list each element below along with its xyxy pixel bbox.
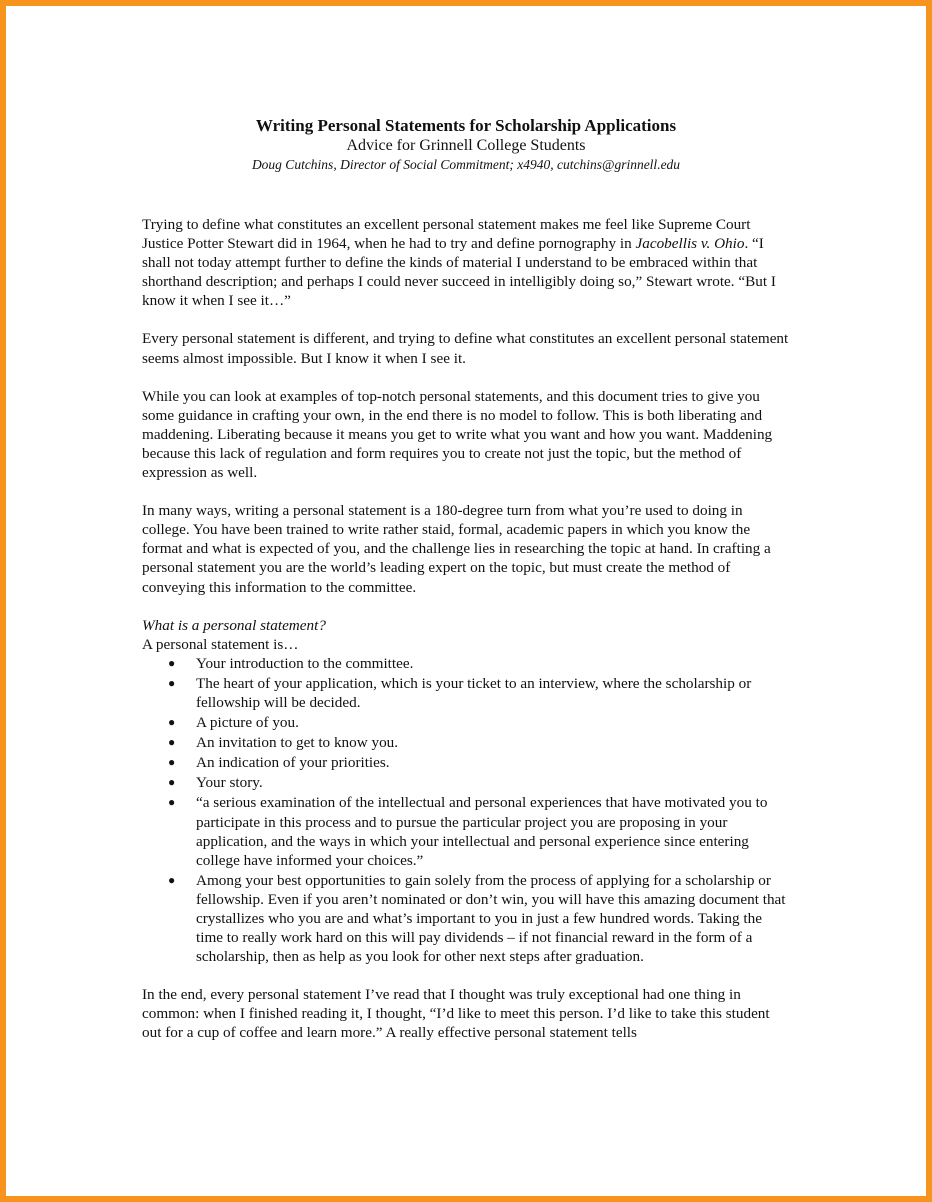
paragraph-intro-text-a: Trying to define what constitutes an excellent personal statement makes me feel like Supreme Court Justice Potter Stewart did in 1964, when he had to try and define pornography in [142, 216, 751, 253]
paragraph-2: Every personal statement is different, and trying to define what constitutes an excellent personal statement seems almost impossible. But I know it when I see it. [142, 330, 789, 367]
bullet-icon: ● [168, 655, 176, 670]
document-page [6, 6, 926, 1196]
paragraph-4: In many ways, writing a personal statement is a 180-degree turn from what you’re used to doing in college. You have been trained to write rather staid, formal, academic papers in which you know the format and what is expected of you, and the challenge lies in researching the topic at hand. In crafting a personal statement you are the world’s leading expert on the topic, but must create the method of conveying this information to the committee. [142, 502, 771, 596]
bullet-icon: ● [168, 775, 176, 790]
paragraph-5: In the end, every personal statement I’ve read that I thought was truly exceptional had one thing in common: when I finished reading it, I thought, “I’d like to meet this person. I’d like to take this student out for a cup of coffee and learn more.” A really effective personal statement tells [142, 986, 770, 1042]
document-title: Writing Personal Statements for Scholarship Applications [255, 116, 677, 135]
list-item [142, 654, 792, 673]
list-item [142, 674, 792, 712]
list-item-text: Your story. [196, 774, 263, 792]
list-item-text: Among your best opportunities to gain solely from the process of applying for a scholarship or fellowship. Even if you aren’t nominated or don’t win, you will have this amazing document that crystallizes who you are and what’s important to you in just a few hundred words. Taking the time to really work hard on this will pay dividends – if not financial reward in the form of a scholarship, then as help as you look for other next steps after graduation. [196, 871, 786, 966]
paragraph-3: While you can look at examples of top-notch personal statements, and this document tries to give you some guidance in crafting your own, in the end there is no model to follow. This is both liberating and maddening. Liberating because it means you get to write what you want and how you want. Maddening because this lack of regulation and form requires you to create not just the topic, but the method of expression as well. [142, 387, 773, 482]
list-item-text: Your introduction to the committee. [196, 654, 414, 672]
document-header [6, 116, 926, 174]
list-item-text: A picture of you. [196, 714, 299, 732]
paragraph-intro-text-b: . “I shall not today attempt further to define the kinds of material I understand to be embraced within that shorthand description; and perhaps I could never succeed in intelligibly doing so,” Stewart wrote. “But I know it when I see it…” [142, 235, 776, 310]
paragraph-intro [142, 215, 792, 310]
document-subtitle: Advice for Grinnell College Students [346, 137, 586, 154]
bullet-icon: ● [168, 735, 176, 750]
list-item [142, 773, 792, 792]
bullet-icon: ● [168, 795, 176, 810]
bullet-icon: ● [168, 675, 176, 690]
bullet-icon: ● [168, 872, 176, 887]
section-heading: What is a personal statement? [142, 616, 326, 634]
bullet-icon: ● [168, 715, 176, 730]
list-item [142, 753, 792, 772]
list-item [142, 871, 792, 966]
list-item-text: “a serious examination of the intellectual and personal experiences that have motivated you to participate in this process and to pursue the particular project you are proposing in your application, and the ways in which your intellectual and personal experience since entering college have informed your choices.” [196, 794, 768, 869]
list-item [142, 793, 792, 869]
document-body [142, 215, 792, 1062]
case-name: Jacobellis v. Ohio [635, 235, 745, 253]
list-item-text: An indication of your priorities. [196, 754, 390, 772]
list-item [142, 713, 792, 732]
list-intro: A personal statement is… [142, 635, 299, 653]
list-item [142, 733, 792, 752]
list-item-text: The heart of your application, which is your ticket to an interview, where the scholarship or fellowship will be decided. [196, 674, 752, 711]
bullet-icon: ● [168, 755, 176, 770]
list-item-text: An invitation to get to know you. [196, 734, 399, 752]
author-byline: Doug Cutchins, Director of Social Commitment; x4940, cutchins@grinnell.edu [251, 157, 681, 172]
bullet-list [142, 654, 792, 967]
